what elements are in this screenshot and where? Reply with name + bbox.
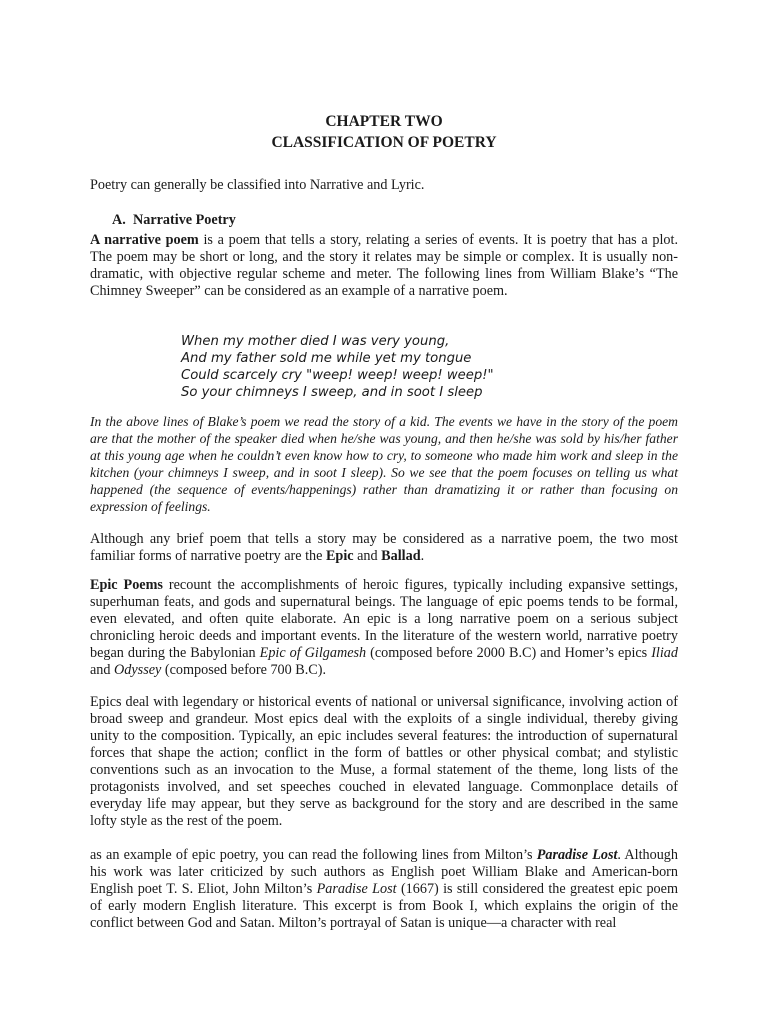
epic-term: Epic bbox=[325, 548, 354, 564]
narrative-forms-paragraph bbox=[90, 531, 678, 565]
poem-excerpt bbox=[181, 333, 581, 401]
epic-poems-term: Epic Poems bbox=[90, 577, 163, 593]
milton-paragraph bbox=[90, 847, 678, 932]
intro-paragraph: Poetry can generally be classified into Narrative and Lyric. bbox=[90, 177, 425, 193]
epic-poems-text: and bbox=[90, 662, 115, 678]
epic-poems-paragraph bbox=[90, 577, 678, 679]
poem-line: Could scarcely cry "weep! weep! weep! weep!" bbox=[181, 368, 494, 383]
epics-deal-paragraph: Epics deal with legendary or historical events of national or universal significance, involving action of broad sweep and grandeur. Most epics deal with the exploits of a single individual, thereby giving unity to the composition. Typically, an epic includes several features: the introduction of supernatural forces that shape the action; conflict in the form of battles or other physical combat; and stylistic conventions such as an invocation to the Muse, a formal statement of the theme, long lists of the protagonists involved, and set speeches couched in elevated language. Commonplace details of everyday life may appear, but they serve as background for the story and are described in the same lofty style as the rest of the poem. bbox=[90, 694, 678, 829]
milton-text: (1667) is still considered the greatest epic poem of early modern English literature. This excerpt is from Book I, which explains the origin of the conflict between God and Satan. Milton’s portrayal of Satan is unique—a character with real bbox=[90, 881, 678, 931]
narrative-term: A narrative poem bbox=[90, 232, 199, 248]
milton-text: as an example of epic poetry, you can read the following lines from Milton’s bbox=[90, 847, 537, 863]
odyssey-title: Odyssey bbox=[114, 662, 162, 678]
narrative-definition-paragraph bbox=[90, 232, 678, 300]
epic-poems-text: (composed before 700 B.C). bbox=[161, 662, 327, 678]
epic-poems-text: recount the accomplishments of heroic figures, typically including expansive settings, superhuman feats, and gods and supernatural beings. The language of epic poems tends to be formal, even elevated, and often quite elaborate. An epic is a long narrative poem on a serious subject chronicling heroic deeds and important events. In the literature of the western world, narrative poetry began during the Babylonian bbox=[90, 577, 678, 661]
paradise-lost-title-bold: Paradise Lost bbox=[536, 847, 618, 863]
iliad-title: Iliad bbox=[651, 645, 678, 661]
chapter-title: CLASSIFICATION OF POETRY bbox=[271, 134, 497, 151]
gilgamesh-title: Epic of Gilgamesh bbox=[259, 645, 367, 661]
poem-line: And my father sold me while yet my tongue bbox=[181, 351, 472, 366]
chapter-heading: CHAPTER TWO bbox=[325, 113, 443, 130]
epic-poems-text: (composed before 2000 B.C) and Homer’s epics bbox=[366, 645, 652, 661]
forms-end: . bbox=[420, 548, 425, 564]
forms-text: Although any brief poem that tells a story may be considered as a narrative poem, the two most familiar forms of narrative poetry are the bbox=[90, 531, 678, 564]
section-heading-narrative bbox=[112, 212, 612, 229]
poem-line: So your chimneys I sweep, and in soot I sleep bbox=[181, 385, 483, 400]
forms-and: and bbox=[353, 548, 382, 564]
ballad-term: Ballad bbox=[381, 548, 421, 564]
narrative-definition-text: is a poem that tells a story, relating a series of events. It is poetry that has a plot. The poem may be short or long, and the story it relates may be simple or complex. It is usually non-dramatic, with objective regular scheme and meter. The following lines from William Blake’s “The Chimney Sweeper” can be considered as an example of a narrative poem. bbox=[90, 232, 679, 299]
section-title: Narrative Poetry bbox=[133, 212, 236, 228]
milton-text: . Although his work was later criticized by such authors as English poet William Blake and American-born English poet T. S. Eliot, John Milton’s bbox=[90, 847, 678, 897]
poem-line: When my mother died I was very young, bbox=[181, 334, 450, 349]
poem-analysis-paragraph: In the above lines of Blake’s poem we read the story of a kid. The events we have in the story of the poem are that the mother of the speaker died when he/she was young, and then he/she was sold by his/her father at this young age when he couldn’t even know how to cry, to someone who made him work and sleep in the kitchen (your chimneys I sweep, and in soot I sleep). So we see that the poem focuses on telling us what happened (the sequence of events/happenings) rather than dramatizing it or rather than focusing on expression of feelings. bbox=[90, 414, 678, 514]
section-letter: A. bbox=[112, 212, 126, 228]
paradise-lost-title: Paradise Lost bbox=[316, 881, 397, 897]
